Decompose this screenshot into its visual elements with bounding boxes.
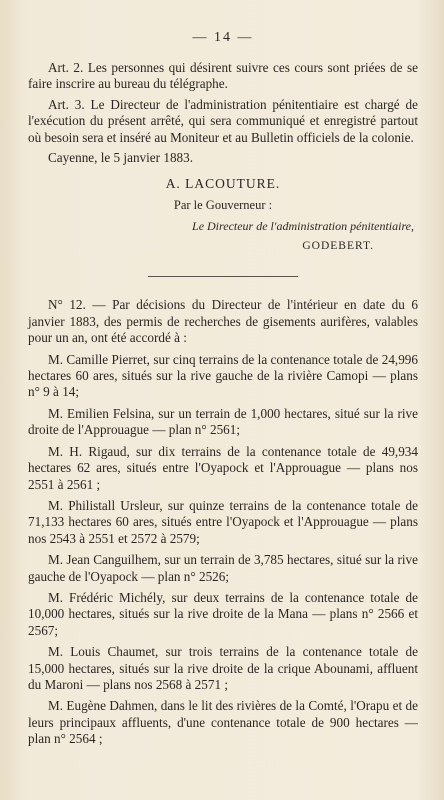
by-governor: Par le Gouverneur :	[173, 198, 273, 213]
page-number: — 14 —	[192, 30, 254, 45]
article-3: Art. 3. Le Directeur de l'administration pénitentiaire est chargé de l'exécution du présent arrêté, qui sera communiqué et enregistré partout où besoin sera et inséré au Moniteur et au Bulletin officiels de la colonie.	[28, 96, 418, 145]
second-signatory: GODEBERT.	[302, 240, 374, 253]
signatory-role: Le Directeur de l'administration pénitentiaire,	[192, 219, 414, 234]
article-2: Art. 2. Les personnes qui désirent suivre ces cours sont priées de se faire inscrire au bureau du télégraphe.	[28, 60, 418, 92]
place-date: Cayenne, le 5 janvier 1883.	[48, 150, 194, 166]
permit-entry: M. Emilien Felsina, sur un terrain de 1,000 hectares, situé sur la rive droite de l'Approuague — plan n° 2561;	[28, 405, 418, 438]
section-divider	[148, 276, 298, 277]
permit-entry: M. Eugène Dahmen, dans le lit des rivières de la Comté, l'Orapu et de leurs principaux affluents, d'une contenance totale de 900 hectares — plan n° 2564 ;	[28, 698, 418, 747]
permit-entry: M. Philistall Ursleur, sur quinze terrains de la contenance totale de 71,133 hectares 60 ares, situés entre l'Oyapock et l'Approuague — plans nos 2543 à 2551 et 2572 à 2579;	[28, 497, 418, 546]
permit-entry: M. Louis Chaumet, sur trois terrains de la contenance totale de 15,000 hectares, situés sur la rive droite de la crique Abounami, affluent du Maroni — plans nos 2568 à 2571 ;	[28, 644, 418, 692]
permit-entry: M. Camille Pierret, sur cinq terrains de la contenance totale de 24,996 hectares 60 ares, situés sur la rive gauche de la rivière Camopi — plans n° 9 à 14;	[28, 351, 418, 400]
signatory: A. LACOUTURE.	[165, 176, 281, 192]
decision-no12-intro: N° 12. — Par décisions du Directeur de l'intérieur en date du 6 janvier 1883, des permis de recherches de gisements aurifères, valables pour un an, ont été accordé à :	[28, 297, 418, 346]
permit-entry: M. Frédéric Michély, sur deux terrains de la contenance totale de 10,000 hectares, situés sur la rive droite de la Mana — plans n° 2566 et 2567;	[28, 589, 418, 638]
permit-entry: M. H. Rigaud, sur dix terrains de la contenance totale de 49,934 hectares 62 ares, situés entre l'Oyapock et l'Approuague — plans nos 2551 à 2561 ;	[28, 443, 418, 492]
permit-entry: M. Jean Canguilhem, sur un terrain de 3,785 hectares, situé sur la rive gauche de l'Oyapock — plan n° 2526;	[28, 552, 418, 584]
